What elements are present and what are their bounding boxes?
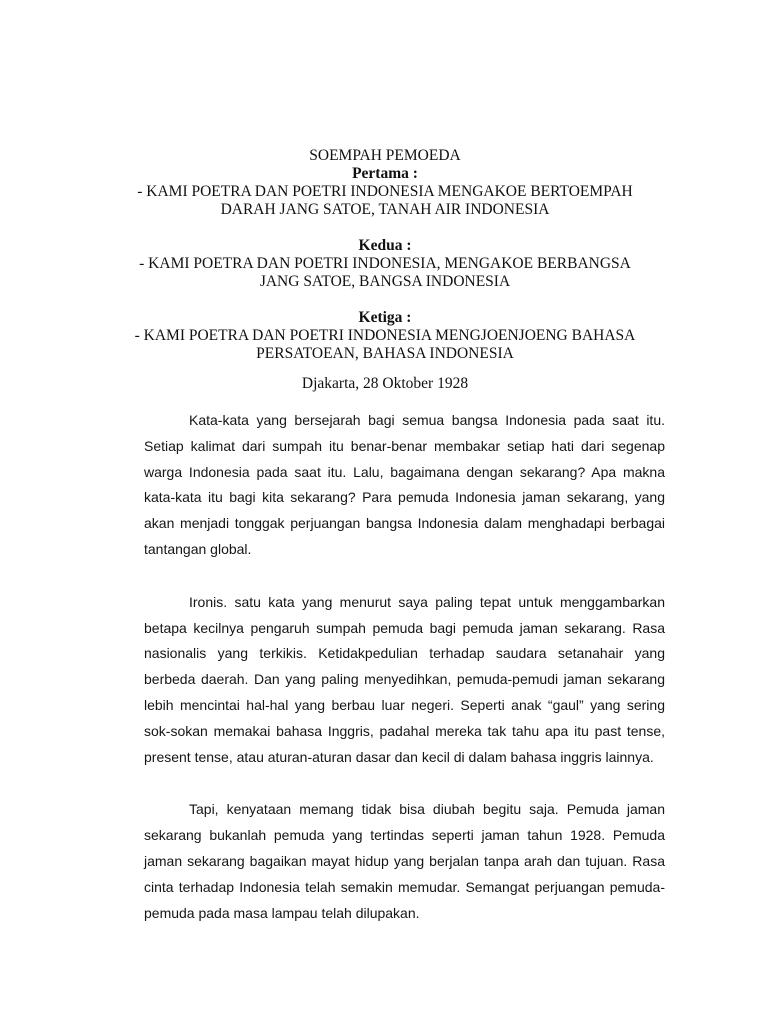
document-title: SOEMPAH PEMOEDA [309, 147, 461, 164]
kedua-label: Kedua : [358, 237, 412, 254]
paragraph-1: Kata-kata yang bersejarah bagi semua bangsa Indonesia pada saat itu. Setiap kalimat dari sumpah itu benar-benar membakar setiap hati dari segenap warga Indonesia pada saat itu. Lalu, bagaimana dengan sekarang? Apa makna kata-kata itu bagi kita sekarang? Para pemuda Indonesia jaman sekarang, yang akan menjadi tonggak perjuangan bangsa Indonesia dalam menghadapi berbagai tantangan global. [144, 412, 665, 557]
date-line: Djakarta, 28 Oktober 1928 [301, 375, 469, 392]
oath-header [120, 147, 650, 393]
paragraph-3: Tapi, kenyataan memang tidak bisa diubah begitu saja. Pemuda jaman sekarang bukanlah pemuda yang tertindas seperti jaman tahun 1928. Pemuda jaman sekarang bagaikan mayat hidup yang berjalan tanpa arah dan tujuan. Rasa cinta terhadap Indonesia telah semakin memudar. Semangat perjuangan pemuda-pemuda pada masa lampau telah dilupakan. [144, 801, 665, 921]
pertama-label: Pertama : [352, 165, 418, 182]
essay-body [144, 408, 665, 953]
kedua-line-2: JANG SATOE, BANGSA INDONESIA [259, 273, 511, 290]
spacer [120, 219, 650, 237]
ketiga-label: Ketiga : [358, 309, 412, 326]
ketiga-line-2: PERSATOEAN, BAHASA INDONESIA [256, 345, 514, 362]
kedua-line-1: - KAMI POETRA DAN POETRI INDONESIA, MENGAKOE BERBANGSA [139, 255, 631, 272]
pertama-line-2: DARAH JANG SATOE, TANAH AIR INDONESIA [220, 201, 550, 218]
pertama-line-1: - KAMI POETRA DAN POETRI INDONESIA MENGAKOE BERTOEMPAH [137, 183, 633, 200]
paragraph-2: Ironis. satu kata yang menurut saya paling tepat untuk menggambarkan betapa kecilnya pengaruh sumpah pemuda bagi pemuda jaman sekarang. Rasa nasionalis yang terkikis. Ketidakpedulian terhadap saudara setanahair yang berbeda daerah. Dan yang paling menyedihkan, pemuda-pemudi jaman sekarang lebih mencintai hal-hal yang berbau luar negeri. Seperti anak “gaul” yang sering sok-sokan memakai bahasa Inggris, padahal mereka tak tahu apa itu past tense, present tense, atau aturan-aturan dasar dan kecil di dalam bahasa inggris lainnya. [144, 593, 665, 765]
spacer [120, 291, 650, 309]
ketiga-line-1: - KAMI POETRA DAN POETRI INDONESIA MENGJOENJOENG BAHASA [134, 327, 636, 344]
